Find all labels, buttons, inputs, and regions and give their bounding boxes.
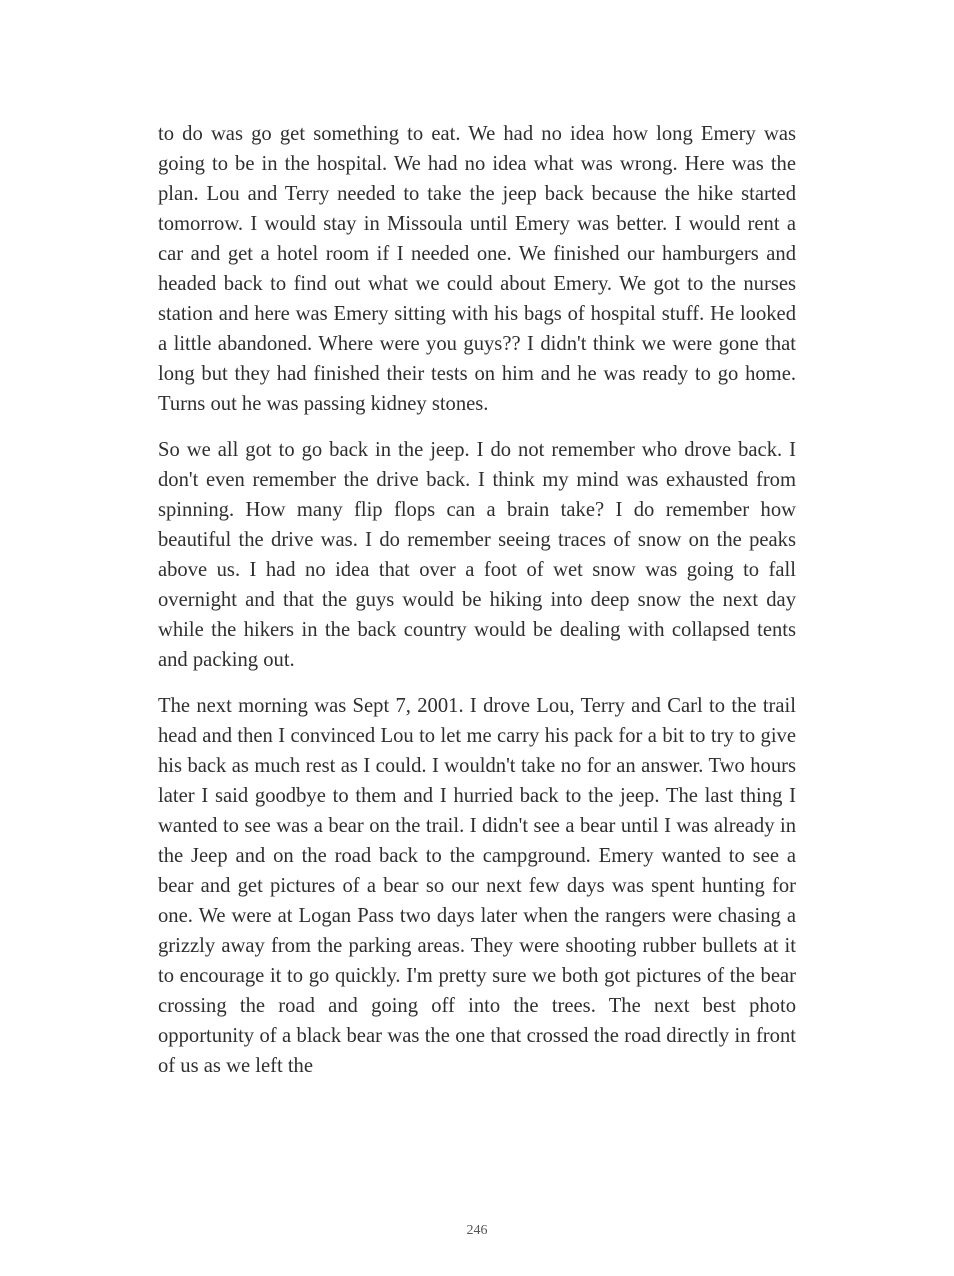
page-number: 246 — [466, 1223, 488, 1238]
paragraph-3: The next morning was Sept 7, 2001. I drove Lou, Terry and Carl to the trail head and then I convinced Lou to let me carry his pack for a bit to try to give his back as much rest as I could. I wouldn't take no for an answer. Two hours later I said goodbye to them and I hurried back to the jeep. The last thing I wanted to see was a bear on the trail. I didn't see a bear until I was already in the Jeep and on the road back to the campground. Emery wanted to see a bear and get pictures of a bear so our next few days was spent hunting for one. We were at Logan Pass two days later when the rangers were chasing a grizzly away from the parking areas. They were shooting rubber bullets at it to encourage it to go quickly. I'm pretty sure we both got pictures of the bear crossing the road and going off into the trees. The next best photo opportunity of a black bear was the one that crossed the road directly in front of us as we left the — [158, 695, 796, 1077]
body-text — [158, 119, 796, 1097]
paragraph-1: to do was go get something to eat. We had no idea how long Emery was going to be in the hospital. We had no idea what was wrong. Here was the plan. Lou and Terry needed to take the jeep back because the hike started tomorrow. I would stay in Missoula until Emery was better. I would rent a car and get a hotel room if I needed one. We finished our hamburgers and headed back to find out what we could about Emery. We got to the nurses station and here was Emery sitting with his bags of hospital stuff. He looked a little abandoned. Where were you guys?? I didn't think we were gone that long but they had finished their tests on him and he was ready to go home. Turns out he was passing kidney stones. — [158, 123, 796, 415]
paragraph-2: So we all got to go back in the jeep. I do not remember who drove back. I don't even remember the drive back. I think my mind was exhausted from spinning. How many flip flops can a brain take? I do remember how beautiful the drive was. I do remember seeing traces of snow on the peaks above us. I had no idea that over a foot of wet snow was going to fall overnight and that the guys would be hiking into deep snow the next day while the hikers in the back country would be dealing with collapsed tents and packing out. — [158, 439, 796, 671]
